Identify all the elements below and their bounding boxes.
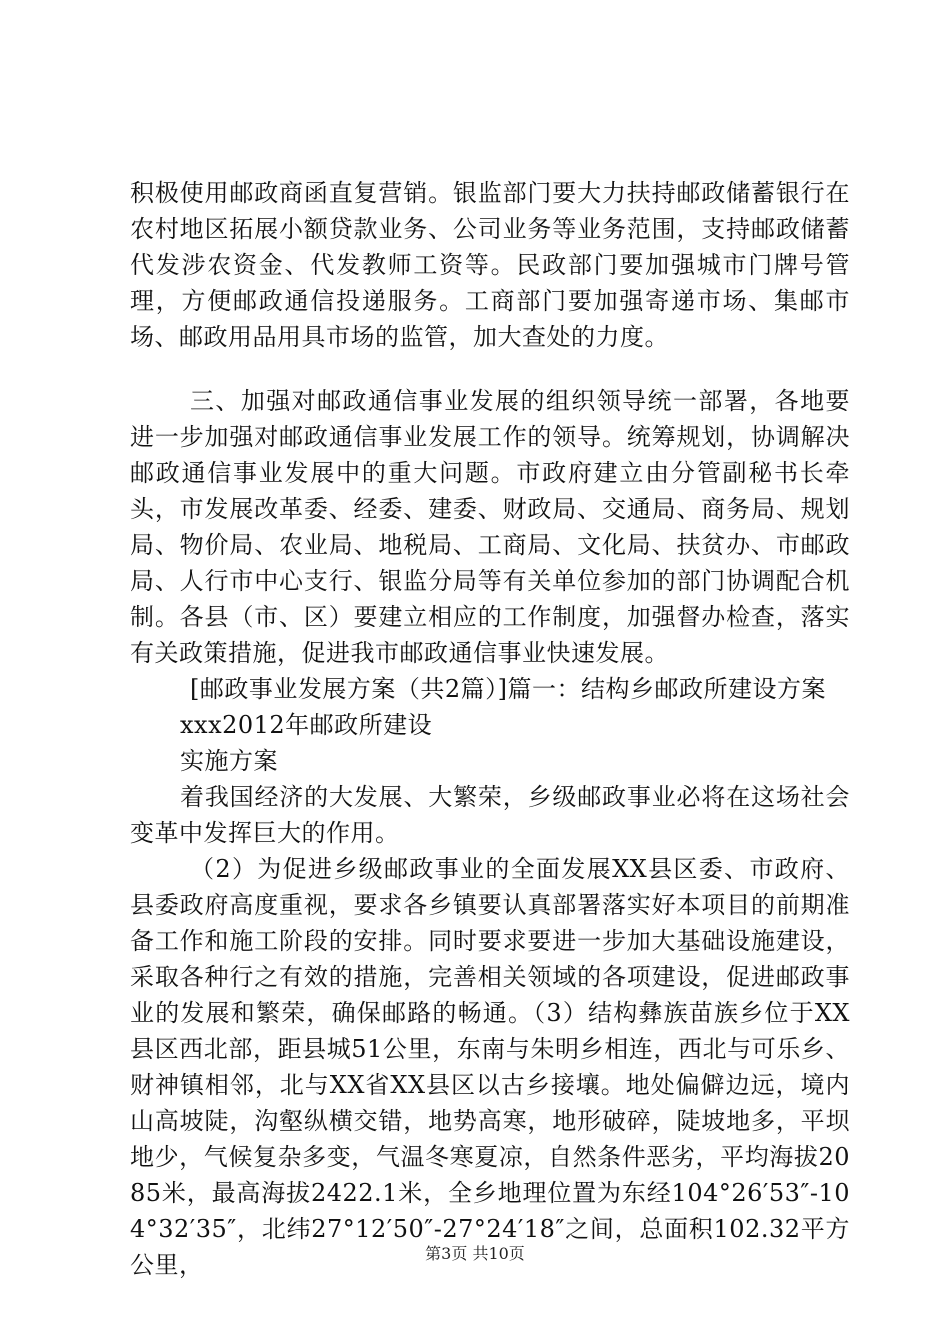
document-body — [130, 175, 850, 1283]
paragraph-details: （2）为促进乡级邮政事业的全面发展XX县区委、市政府、县委政府高度重视，要求各乡镇要认真部署落实好本项目的前期准备工作和施工阶段的安排。同时要求要进一步加大基础设施建设，采取各种行之有效的措施，完善相关领域的各项建设，促进邮政事业的发展和繁荣，确保邮路的畅通。（3）结构彝族苗族乡位于XX县区西北部，距县城51公里，东南与朱明乡相连，西北与可乐乡、财神镇相邻，北与XX省XX县区以古乡接壤。地处偏僻边远，境内山高坡陡，沟壑纵横交错，地势高寒，地形破碎，陡坡地多，平坝地少，气候复杂多变，气温冬寒夏凉，自然条件恶劣，平均海拔2085米，最高海拔2422.1米，全乡地理位置为东经104°26′53″-104°32′35″，北纬27°12′50″-27°24′18″之间，总面积102.32平方公里， — [130, 855, 850, 1279]
paragraph-continuation: 积极使用邮政商函直复营销。银监部门要大力扶持邮政储蓄银行在农村地区拓展小额贷款业务、公司业务等业务范围，支持邮政储蓄代发涉农资金、代发教师工资等。民政部门要加强城市门牌号管理，方便邮政通信投递服务。工商部门要加强寄递市场、集邮市场、邮政用品用具市场的监管，加大查处的力度。 — [130, 179, 850, 351]
paragraph-intro: 着我国经济的大发展、大繁荣，乡级邮政事业必将在这场社会变革中发挥巨大的作用。 — [130, 783, 850, 847]
paragraph-section-three: 三、加强对邮政通信事业发展的组织领导统一部署，各地要进一步加强对邮政通信事业发展工作的领导。统筹规划，协调解决邮政通信事业发展中的重大问题。市政府建立由分管副秘书长牵头，市发展改革委、经委、建委、财政局、交通局、商务局、规划局、物价局、农业局、地税局、工商局、文化局、扶贫办、市邮政局、人行市中心支行、银监分局等有关单位参加的部门协调配合机制。各县（市、区）要建立相应的工作制度，加强督办检查，落实有关政策措施，促进我市邮政通信事业快速发展。 — [130, 387, 850, 667]
paragraph-plan-title: xxx2012年邮政所建设 — [180, 711, 433, 739]
paragraph-plan-heading: [邮政事业发展方案（共2篇）]篇一：结构乡邮政所建设方案 — [190, 675, 826, 703]
paragraph-plan-subtitle: 实施方案 — [180, 747, 278, 775]
page-number-footer: 第3页 共10页 — [425, 1244, 525, 1263]
